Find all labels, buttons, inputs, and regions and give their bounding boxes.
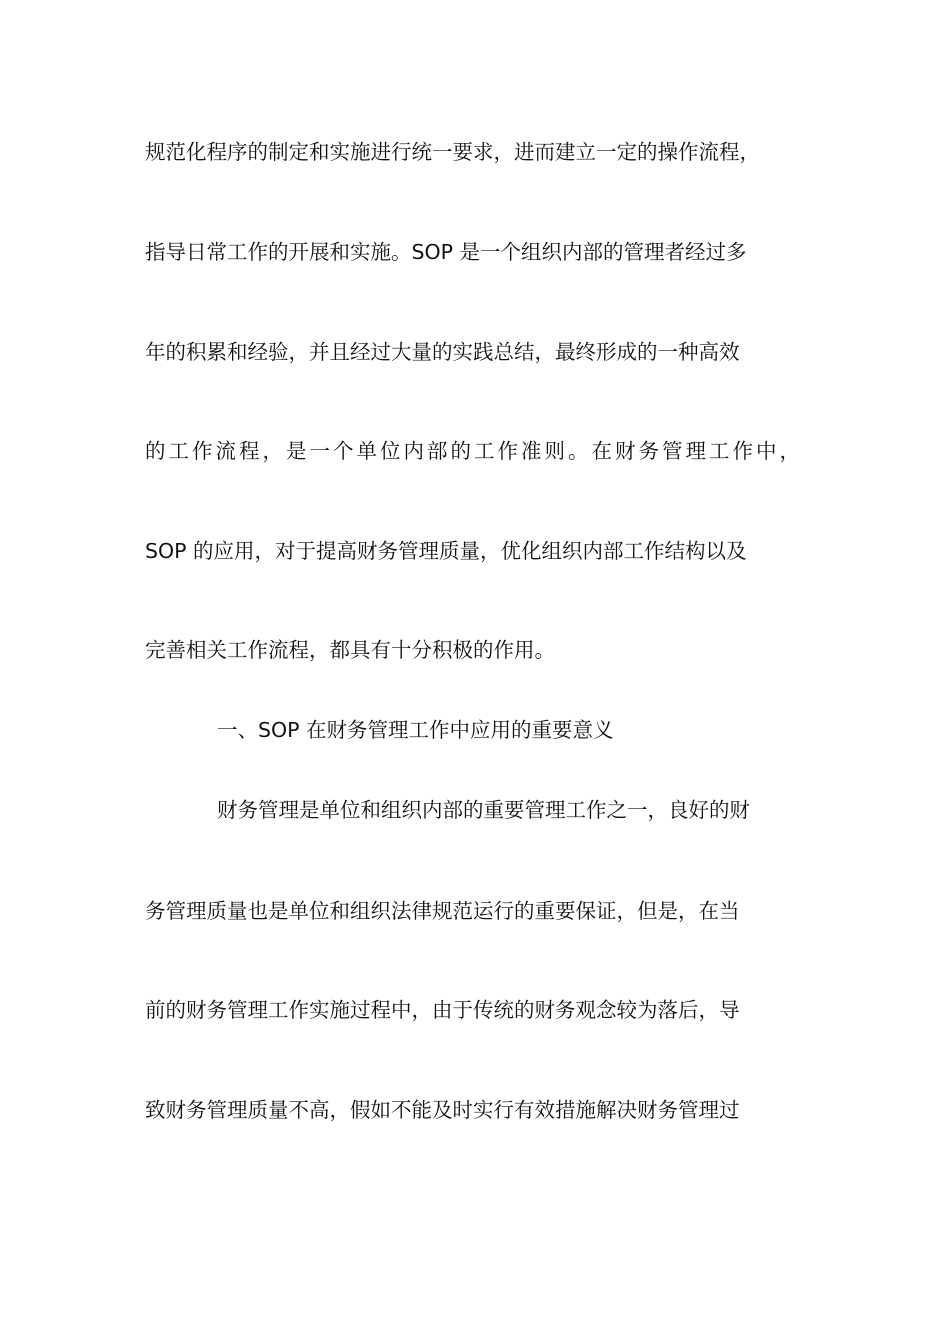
paragraph-2-line-2: 务管理质量也是单位和组织法律规范运行的重要保证，但是，在当 [145, 899, 740, 923]
paragraph-1-line-1: 规范化程序的制定和实施进行统一要求，进而建立一定的操作流程， [145, 140, 760, 164]
paragraph-2-line-3: 前的财务管理工作实施过程中，由于传统的财务观念较为落后，导 [145, 998, 740, 1022]
paragraph-1-line-4: 的工作流程，是一个单位内部的工作准则。在财务管理工作中， [145, 439, 803, 463]
paragraph-1-line-6: 完善相关工作流程，都具有十分积极的作用。 [145, 638, 555, 662]
paragraph-2-line-1: 财务管理是单位和组织内部的重要管理工作之一，良好的财 [217, 798, 750, 822]
paragraph-2-line-4: 致财务管理质量不高，假如不能及时实行有效措施解决财务管理过 [145, 1098, 740, 1122]
section-heading: 一、SOP 在财务管理工作中应用的重要意义 [217, 718, 614, 742]
paragraph-1-line-2: 指导日常工作的开展和实施。SOP 是一个组织内部的管理者经过多 [145, 240, 747, 264]
paragraph-1-line-3: 年的积累和经验，并且经过大量的实践总结，最终形成的一种高效 [145, 340, 740, 364]
paragraph-1-line-5: SOP 的应用，对于提高财务管理质量，优化组织内部工作结构以及 [145, 539, 747, 563]
